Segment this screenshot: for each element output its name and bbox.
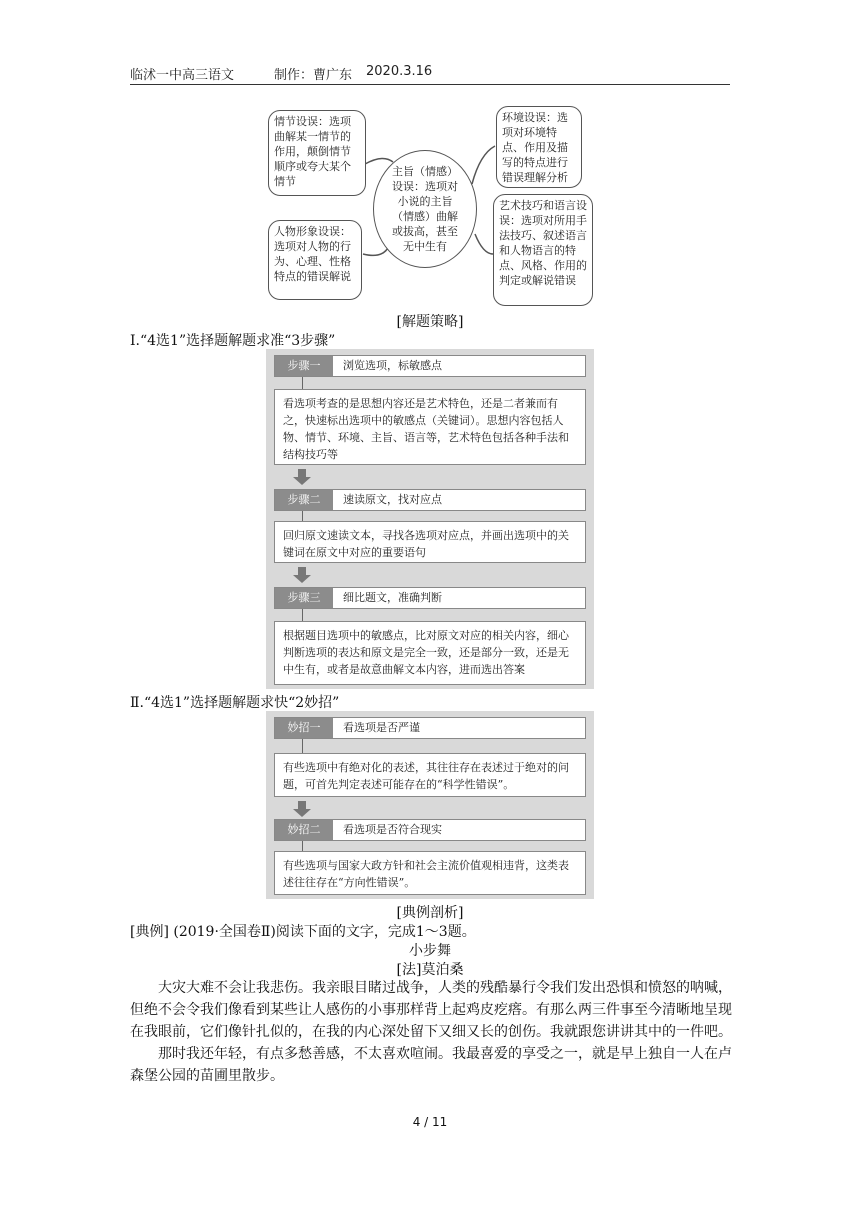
trick-1-title: 看选项是否严谨	[343, 721, 420, 734]
page-header	[130, 62, 730, 85]
step-3-title: 细比题文，准确判断	[343, 591, 442, 604]
step-2-tag: 步骤二	[275, 490, 333, 510]
story-author: [法]莫泊桑	[396, 962, 464, 978]
mindmap-art-node: 艺术技巧和语言设误：选项对所用手法技巧、叙述语言和人物语言的特点、风格、作用的判定或解说错误	[493, 194, 593, 306]
trick-2-description: 有些选项与国家大政方针和社会主流价值观相违背，这类表述往往存在“方向性错误”。	[274, 851, 586, 895]
step-3-description: 根据题目选项中的敏感点，比对原文对应的相关内容，细心判断选项的表达和原文是完全一致，还是部分一致，还是无中生有，或者是故意曲解文本内容，进而选出答案	[274, 621, 586, 685]
trick-2-title: 看选项是否符合现实	[343, 823, 442, 836]
trick-1-tag: 妙招一	[275, 718, 333, 738]
story-body	[130, 977, 732, 1087]
step-1-tag: 步骤一	[275, 356, 333, 376]
step-3-bar	[274, 587, 586, 609]
mindmap-environment-node: 环境设误：选项对环境特点、作用及描写的特点进行错误理解分析	[496, 106, 582, 188]
trick-2-tag: 妙招二	[275, 820, 333, 840]
mindmap-plot-node: 情节设误：选项曲解某一情节的作用，颠倒情节顺序或夸大某个情节	[268, 110, 366, 196]
header-date: 2020.3.16	[366, 64, 433, 79]
example-instruction: [典例] (2019·全国卷Ⅱ)阅读下面的文字，完成1～3题。	[130, 924, 476, 940]
step-2-bar	[274, 489, 586, 511]
step-3-tag: 步骤三	[275, 588, 333, 608]
trick-2-connector	[302, 841, 303, 851]
step-2-connector	[302, 511, 303, 521]
step-2-description: 回归原文速读文本，寻找各选项对应点，并画出选项中的关键词在原文中对应的重要语句	[274, 521, 586, 563]
step-1-description: 看选项考查的是思想内容还是艺术特色，还是二者兼而有之，快速标出选项中的敏感点（关键词）。思想内容包括人物、情节、环境、主旨、语言等，艺术特色包括各种手法和结构技巧等	[274, 389, 586, 465]
steps-panel	[266, 349, 594, 689]
trick-1-bar	[274, 717, 586, 739]
page-number: 4 / 11	[412, 1115, 448, 1129]
mindmap-diagram	[265, 104, 595, 307]
section-example-label: [典例剖析]	[396, 905, 464, 921]
trick-1-description: 有些选项中有绝对化的表述，其往往存在表述过于绝对的问题，可首先判定表述可能存在的“科学性错误”。	[274, 753, 586, 797]
part2-title: Ⅱ.“4选1”选择题解题求快“2妙招”	[130, 695, 340, 711]
story-paragraph: 大灾大难不会让我悲伤。我亲眼目睹过战争，人类的残酷暴行令我们发出恐惧和愤怒的呐喊，但绝不会令我们像看到某些让人感伤的小事那样背上起鸡皮疙瘩。有那么两三件事至今清晰地呈现在我眼前，它们像针扎似的，在我的内心深处留下又细又长的创伤。我就跟您讲讲其中的一件吧。	[130, 980, 732, 1040]
trick-2-bar	[274, 819, 586, 841]
part1-title: Ⅰ.“4选1”选择题解题求准“3步骤”	[130, 333, 336, 349]
tricks-panel	[266, 711, 594, 899]
trick-1-connector	[302, 739, 303, 753]
header-author: 制作：曹广东	[274, 68, 353, 83]
story-paragraph: 那时我还年轻，有点多愁善感，不太喜欢喧闹。我最喜爱的享受之一，就是早上独自一人在卢森堡公园的苗圃里散步。	[130, 1046, 732, 1084]
step-1-bar	[274, 355, 586, 377]
step-1-title: 浏览选项，标敏感点	[343, 359, 442, 372]
header-school: 临沭一中高三语文	[130, 68, 235, 83]
mindmap-character-node: 人物形象设误：选项对人物的行为、心理、性格特点的错误解说	[268, 220, 362, 300]
mindmap-center-node: 主旨（情感）设误：选项对小说的主旨（情感）曲解或拔高，甚至无中生有	[373, 150, 477, 268]
story-title: 小步舞	[409, 943, 451, 959]
step-3-connector	[302, 609, 303, 621]
step-1-connector	[302, 377, 303, 389]
step-2-title: 速读原文，找对应点	[343, 493, 442, 506]
section-strategy-label: [解题策略]	[396, 314, 464, 330]
